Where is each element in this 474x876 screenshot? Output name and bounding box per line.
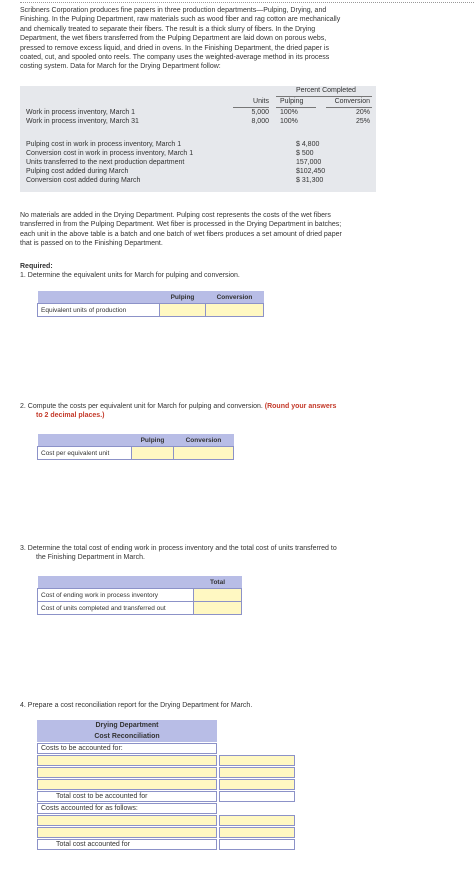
q1-col-pulping: Pulping (160, 291, 206, 304)
question-4: 4. Prepare a cost reconciliation report for the Drying Department for March. (20, 702, 253, 709)
intro-line: pressed to remove excess liquid, and dried in ovens. In the Finishing Department, the dried paper is (20, 44, 329, 52)
required-heading: Required: (20, 263, 53, 270)
reconciliation-value-input[interactable] (219, 815, 295, 826)
table-row: Units transferred to the next production department 157,000 (26, 159, 322, 166)
table-row: Pulping cost in work in process inventory, March 1 $ 4,800 (26, 141, 320, 148)
report-title: Drying Department (95, 722, 159, 729)
total-to-be-accounted-value (219, 791, 295, 802)
question-1: 1. Determine the equivalent units for March for pulping and conversion. (20, 272, 240, 279)
table-row: Conversion cost in work in process inventory, March 1 $ 500 (26, 150, 314, 157)
col-conversion: Conversion (334, 98, 370, 105)
intro-paragraph (20, 6, 400, 72)
costs-to-be-accounted-label: Costs to be accounted for: (37, 743, 217, 754)
q1-pulping-input[interactable] (160, 304, 206, 317)
reconciliation-value-input[interactable] (219, 779, 295, 790)
q3-row-label: Cost of units completed and transferred out (38, 602, 194, 615)
question-3-line2: the Finishing Department in March. (36, 554, 145, 561)
reconciliation-line-input[interactable] (37, 755, 217, 766)
q1-conversion-input[interactable] (206, 304, 264, 317)
q3-row-label: Cost of ending work in process inventory (38, 589, 194, 602)
report-subtitle: Cost Reconciliation (94, 733, 160, 740)
col-pulping: Pulping (280, 98, 304, 105)
intro-line: Department, the wet fibers transferred from the Pulping Department are laid down on porous webs, (20, 35, 327, 43)
cost-reconciliation-report (37, 720, 295, 860)
intro-line: Scribners Corporation produces fine papers in three production departments—Pulping, Drying, and (20, 7, 327, 14)
costs-accounted-label: Costs accounted for as follows: (37, 803, 217, 814)
drying-data-table (20, 86, 376, 192)
q2-col-pulping: Pulping (132, 434, 174, 447)
q2-col-conversion: Conversion (174, 434, 234, 447)
reconciliation-line-input[interactable] (37, 779, 217, 790)
table-row: Pulping cost added during March $102,450 (26, 168, 326, 175)
intro-line: coated, cut, and spooled onto reels. The company uses the weighted-average method in its process (20, 54, 330, 62)
total-to-be-accounted-label: Total cost to be accounted for (37, 791, 217, 802)
q3-table (37, 576, 242, 615)
q1-col-conversion: Conversion (206, 291, 264, 304)
intro-line: costing system. Data for March for the Drying Department follow: (20, 63, 221, 71)
total-accounted-label: Total cost accounted for (37, 839, 217, 850)
table-row: Conversion cost added during March $ 31,300 (26, 177, 324, 184)
q2-row-label: Cost per equivalent unit (38, 447, 132, 460)
question-2: 2. Compute the costs per equivalent unit for March for pulping and conversion. (Round your answers (20, 403, 337, 410)
table-row: Work in process inventory, March 1 5,000 100% 20% (26, 109, 370, 116)
q1-table (37, 291, 264, 317)
intro-line: Finishing. In the Pulping Department, raw materials such as wood fiber and rag cotton are mechanically (20, 16, 341, 24)
top-divider (20, 2, 474, 3)
total-accounted-value (219, 839, 295, 850)
reconciliation-value-input[interactable] (219, 755, 295, 766)
q1-row-label: Equivalent units of production (38, 304, 160, 317)
q3-ending-wip-input[interactable] (194, 589, 242, 602)
q2-conversion-input[interactable] (174, 447, 234, 460)
reconciliation-line-input[interactable] (37, 815, 217, 826)
intro-line: and chemically treated to separate their fibers. The result is a thick slurry of fibers. In the Drying (20, 25, 316, 33)
q3-transferred-input[interactable] (194, 602, 242, 615)
question-3-line1: 3. Determine the total cost of ending work in process inventory and the total cost of units transferred to (20, 545, 337, 552)
round-note-cont: to 2 decimal places.) (36, 412, 105, 419)
q3-col-total: Total (194, 576, 242, 589)
reconciliation-line-input[interactable] (37, 827, 217, 838)
q2-table (37, 434, 234, 460)
note-paragraph: No materials are added in the Drying Department. Pulping cost represents the costs of the wet fibers transferred in from the Pulping Department. Wet fiber is processed in the Drying Department in batches; each unit in the above table is a batch and one batch of wet fibers produces a set amount of dried paper that is passed on to the Finishing Department. (20, 212, 342, 248)
table-row: Work in process inventory, March 31 8,000 100% 25% (26, 118, 370, 125)
reconciliation-value-input[interactable] (219, 827, 295, 838)
report-header (37, 720, 217, 742)
reconciliation-line-input[interactable] (37, 767, 217, 778)
percent-completed-header: Percent Completed (296, 87, 356, 94)
round-note: (Round your answers (264, 403, 337, 410)
reconciliation-value-input[interactable] (219, 767, 295, 778)
q2-pulping-input[interactable] (132, 447, 174, 460)
col-units: Units (253, 98, 269, 105)
column-header-row (20, 97, 376, 107)
